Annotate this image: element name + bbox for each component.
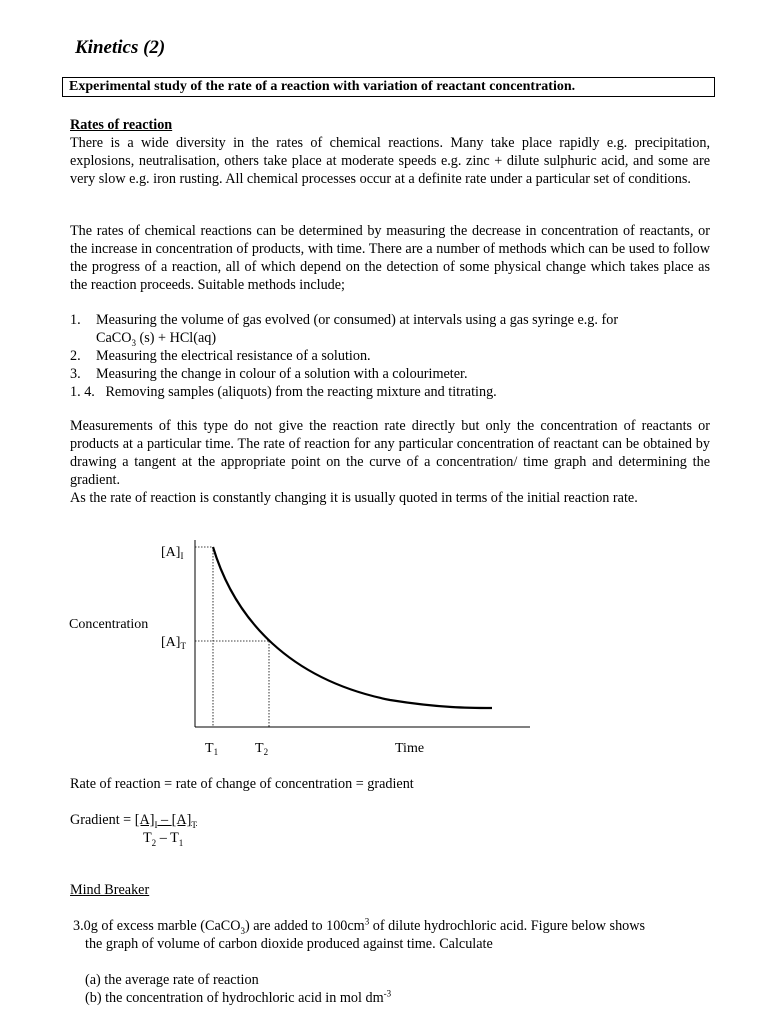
concentration-time-graph (60, 530, 540, 770)
question-b-text: (b) the concentration of hydrochloric acid in mol dm (85, 990, 384, 1006)
question-part-a: (a) the average rate of reaction (85, 972, 259, 988)
label-sub: I (180, 551, 184, 561)
methods-list (70, 311, 710, 401)
list-text: Removing samples (aliquots) from the reacting mixture and titrating. (105, 384, 497, 400)
label-base: [A] (161, 635, 181, 650)
list-number: 3. (70, 366, 81, 382)
boxed-heading: Experimental study of the rate of a reaction with variation of reactant concentration. (62, 77, 715, 97)
initial-conc-label (161, 545, 183, 561)
numerator-part: – (157, 812, 172, 828)
question-part: 3.0g of excess marble (CaCO (73, 918, 241, 934)
denominator-part: T (143, 830, 152, 846)
conc-t-label (161, 635, 186, 651)
numerator-sub: T (191, 819, 197, 830)
rate-statement: Rate of reaction = rate of change of concentration = gradient (70, 776, 414, 792)
question-part-b (85, 989, 391, 1007)
question-part: of dilute hydrochloric acid. Figure below shows (369, 918, 646, 934)
gradient-formula (70, 811, 197, 829)
list-number: 1. 4. (70, 384, 95, 400)
question-part: ) are added to 100cm (244, 918, 365, 934)
question-line-2: the graph of volume of carbon dioxide produced against time. Calculate (85, 936, 493, 952)
question-b-sup: -3 (383, 988, 392, 999)
paragraph-text: There is a wide diversity in the rates of chemical reactions. Many take place rapidly e.g. precipitation, explosions, neutralisation, others take place at moderate speeds e.g. zinc + dilute sulphuric acid, and some are very slow e.g. iron rusting. All chemical processes occur at a definite rate under a particular set of conditions. (70, 135, 710, 187)
list-number: 2. (70, 348, 81, 364)
label-sub: 2 (263, 747, 269, 757)
t2-label (255, 741, 268, 757)
denominator-part: – (156, 830, 171, 846)
paragraph-measurements (70, 417, 710, 507)
denominator-sub: 2 (151, 837, 157, 848)
denominator-part: T (170, 830, 179, 846)
paragraph-rates-diversity (70, 134, 710, 188)
list-item (70, 365, 710, 383)
label-sub: T (180, 641, 186, 651)
question-sub: 3 (240, 925, 245, 936)
gradient-numerator (135, 812, 197, 828)
mind-breaker-heading: Mind Breaker (70, 882, 150, 898)
list-item (70, 311, 710, 347)
y-axis-label: Concentration (69, 617, 149, 632)
x-axis-label: Time (395, 741, 425, 756)
numerator-part: [A] (134, 812, 155, 828)
question-text (73, 917, 713, 953)
t1-label (205, 741, 218, 757)
label-base: T (255, 741, 264, 756)
label-base: [A] (161, 545, 181, 560)
graph-svg (60, 530, 540, 770)
chemical-formula (96, 330, 216, 346)
numerator-sub: I (154, 819, 158, 830)
gradient-prefix: Gradient = (70, 812, 135, 828)
question-line-1 (73, 917, 713, 935)
list-number: 1. (70, 312, 81, 328)
paragraph-text: The rates of chemical reactions can be determined by measuring the decrease in concentration of reactants, or the increase in concentration of products, with time. There are a number of methods which can be used to follow the progress of a reaction, all of which depend on the detection of some physical change which takes place as the reaction proceeds. Suitable methods include; (70, 223, 710, 293)
denominator-sub: 1 (178, 837, 184, 848)
page-title: Kinetics (2) (75, 37, 166, 58)
paragraph-rate-determination (70, 222, 710, 294)
numerator-part: [A] (171, 812, 192, 828)
label-base: T (205, 741, 214, 756)
list-text: Measuring the electrical resistance of a solution. (96, 348, 371, 364)
section-heading: Rates of reaction (70, 117, 173, 133)
paragraph-text: Measurements of this type do not give the reaction rate directly but only the concentration of reactants or products at a particular time. The rate of reaction for any particular concentration of reactant can be obtained by drawing a tangent at the appropriate point on the curve of a concentration/ time graph and determining the gradient. (70, 418, 710, 488)
decay-curve (213, 547, 492, 708)
list-text: Measuring the change in colour of a solution with a colourimeter. (96, 366, 468, 382)
formula-part: CaCO (96, 330, 132, 346)
label-sub: 1 (213, 747, 219, 757)
formula-subscript: 3 (131, 337, 136, 348)
question-sup: 3 (364, 916, 370, 927)
paragraph-text: As the rate of reaction is constantly changing it is usually quoted in terms of the initial reaction rate. (70, 490, 638, 506)
list-item (70, 383, 710, 401)
formula-part: (s) + HCl(aq) (135, 330, 217, 346)
list-text: Measuring the volume of gas evolved (or consumed) at intervals using a gas syringe e.g. for (96, 312, 619, 328)
gradient-denominator (143, 829, 183, 847)
list-item (70, 347, 710, 365)
